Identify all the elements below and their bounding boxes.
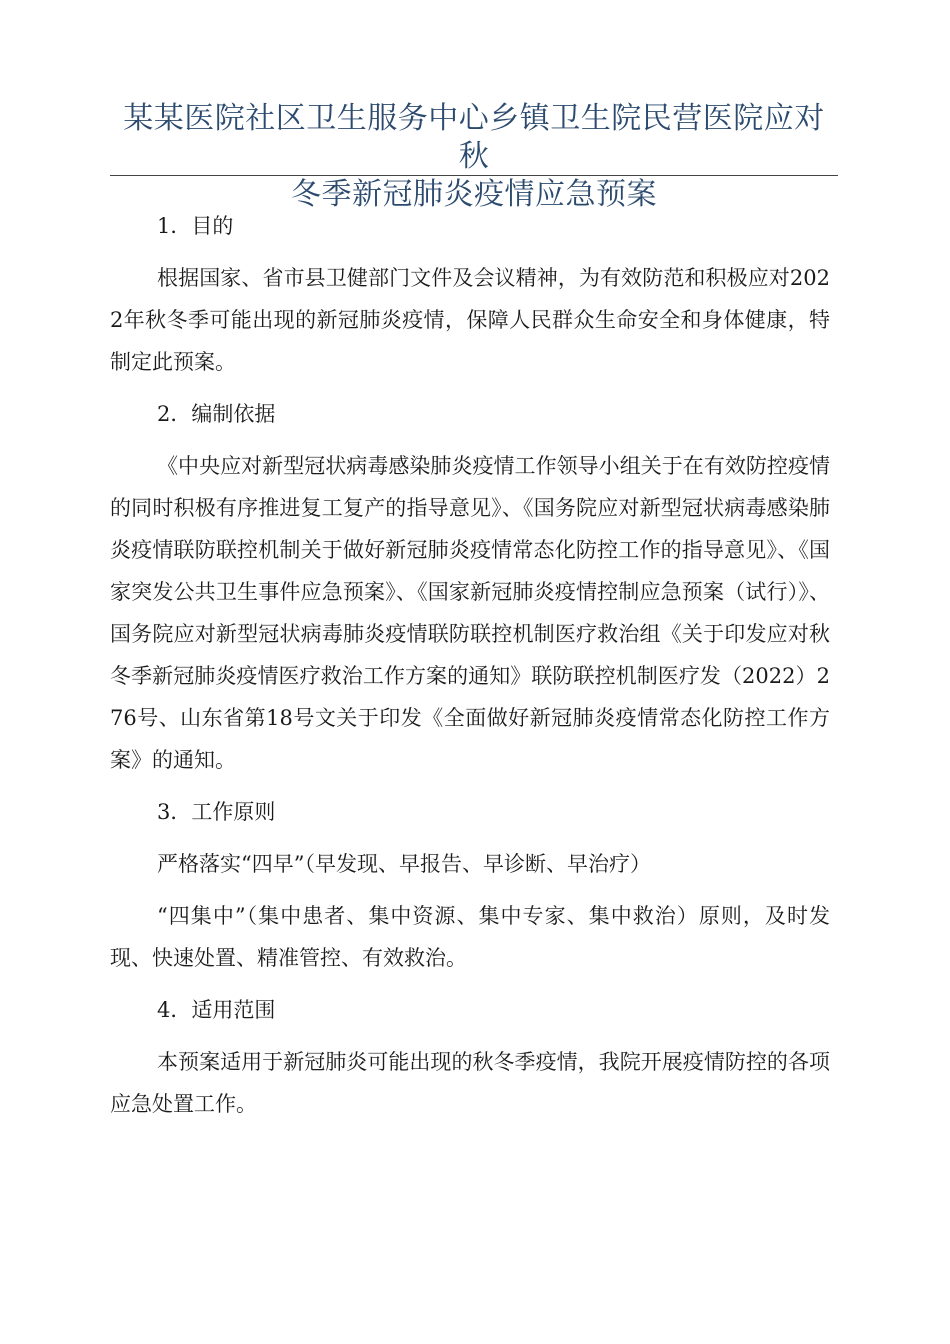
section-heading-scope: 4．适用范围 — [157, 998, 276, 1022]
section-heading-basis: 2．编制依据 — [157, 402, 276, 426]
section-paragraph-basis: 《中央应对新型冠状病毒感染肺炎疫情工作领导小组关于在有效防控疫情的同时积极有序推进复工复产的指导意见》、《国务院应对新型冠状病毒感染肺炎疫情联防联控机制关于做好新冠肺炎疫情常态化防控工作的指导意见》、《国家突发公共卫生事件应急预案》、《国家新冠肺炎疫情控制应急预案（试行）》、国务院应对新型冠状病毒肺炎疫情联防联控机制医疗救治组《关于印发应对秋冬季新冠肺炎疫情医疗救治工作方案的通知》联防联控机制医疗发（2022）276号、山东省第18号文关于印发《全面做好新冠肺炎疫情常态化防控工作方案》的通知。 — [110, 454, 830, 772]
title-line-2: 冬季新冠肺炎疫情应急预案 — [291, 177, 657, 212]
section-heading-purpose: 1．目的 — [157, 214, 234, 238]
section-paragraph-principles-2: “四集中”（集中患者、集中资源、集中专家、集中救治）原则，及时发现、快速处置、精准管控、有效救治。 — [110, 904, 830, 970]
section-heading-principles: 3．工作原则 — [157, 800, 276, 824]
title-line-1: 某某医院社区卫生服务中心乡镇卫生院民营医院应对秋 — [123, 101, 825, 174]
section-paragraph-purpose: 根据国家、省市县卫健部门文件及会议精神，为有效防范和积极应对2022年秋冬季可能出现的新冠肺炎疫情，保障人民群众生命安全和身体健康，特制定此预案。 — [110, 266, 830, 374]
section-paragraph-principles-1: 严格落实“四早”（早发现、早报告、早诊断、早治疗） — [157, 852, 651, 876]
document-title — [110, 100, 838, 214]
section-paragraph-scope: 本预案适用于新冠肺炎可能出现的秋冬季疫情，我院开展疫情防控的各项应急处置工作。 — [110, 1050, 830, 1116]
document-body — [110, 205, 830, 1135]
title-underline-rule — [110, 175, 838, 176]
